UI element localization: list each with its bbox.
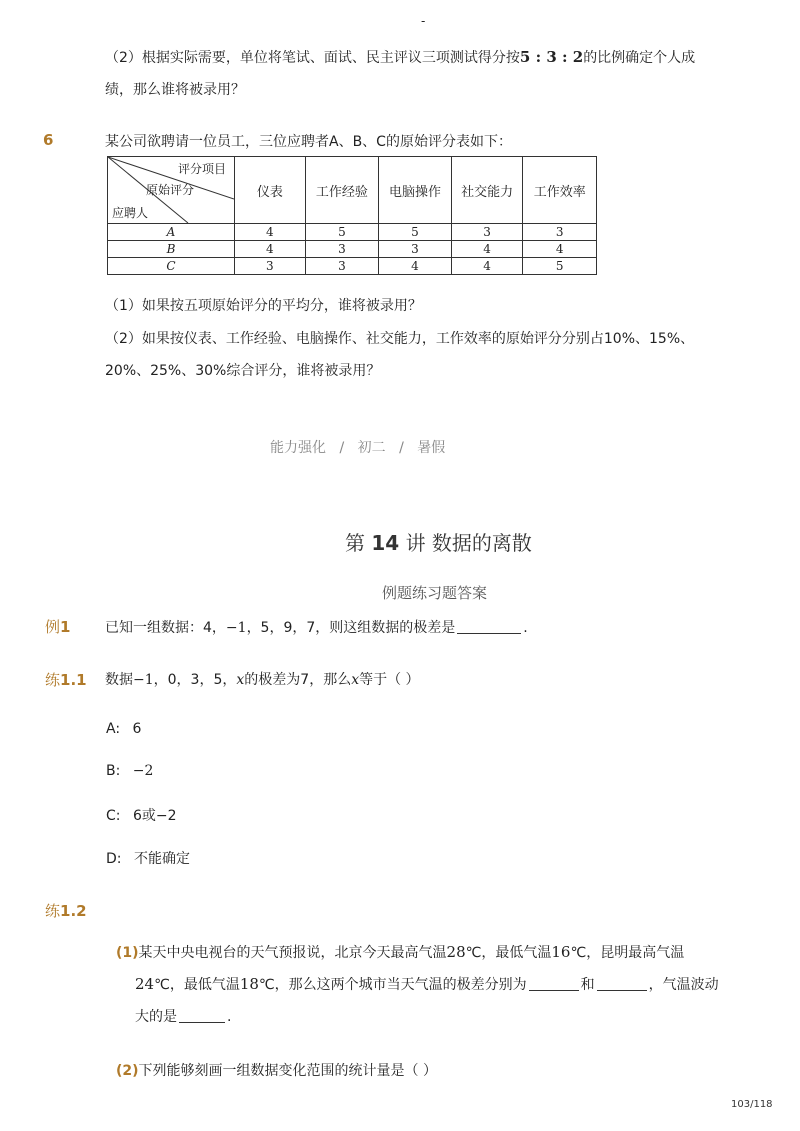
p12-text: ℃，最低气温 — [465, 945, 552, 961]
col-header: 工作经验 — [305, 157, 379, 224]
practice-label-prefix: 练 — [45, 671, 61, 689]
option-key: A: — [106, 721, 121, 737]
p12-text: 某天中央电视台的天气预报说，北京今天最高气温 — [138, 945, 447, 961]
page-number: 103/118 — [731, 1099, 773, 1110]
q6-part1: （1）如果按五项原始评分的平均分，谁将被录用？ — [105, 298, 422, 314]
ex1-text-c: . — [523, 620, 528, 636]
table-cell: 5 — [379, 224, 452, 241]
p12-text: . — [227, 1009, 232, 1025]
practice-label — [45, 900, 87, 921]
answer-blank — [597, 976, 647, 991]
p12-text: 和 — [580, 977, 595, 993]
p12-text: ，气温波动 — [648, 977, 719, 993]
ex1-text-b: ，5，9，7，则这组数据的极差是 — [246, 620, 456, 636]
example-label-number: 1 — [60, 618, 71, 636]
ex1-neg1: −1 — [225, 620, 247, 636]
table-cell: 3 — [451, 224, 523, 241]
practice-label-number: 1.1 — [60, 671, 87, 689]
q6-stem: 某公司欲聘请一位员工，三位应聘者A、B、C的原始评分表如下： — [105, 134, 512, 150]
practice-label — [45, 669, 87, 690]
p11-text-a: 数据 — [105, 672, 133, 688]
q5-ratio: 5 : 3 : 2 — [519, 48, 584, 66]
table-row — [108, 224, 597, 241]
q5-part2-line1 — [105, 47, 695, 67]
p11-var: x — [236, 672, 245, 688]
option-b — [106, 763, 153, 779]
table-cell: 5 — [305, 224, 379, 241]
option-key: D: — [106, 851, 122, 867]
table-cell: 3 — [305, 258, 379, 275]
q6-part2-line1: （2）如果按仪表、工作经验、电脑操作、社交能力，工作效率的原始评分分别占10%、15%、 — [105, 331, 695, 347]
p12-sub2-text: 下列能够刻画一组数据变化范围的统计量是（ ） — [138, 1063, 437, 1079]
practice-label-prefix: 练 — [45, 902, 61, 920]
temperature-value: 16 — [551, 943, 571, 961]
corner-label-score: 原始评分 — [146, 183, 195, 197]
p11-var: x — [351, 672, 360, 688]
option-value: 不能确定 — [133, 851, 190, 867]
ex1-text-a: 已知一组数据：4， — [105, 620, 226, 636]
answer-blank — [457, 619, 521, 634]
option-d — [106, 848, 190, 868]
p12-text: 大的是 — [135, 1009, 177, 1025]
section-title: 例题练习题答案 — [382, 584, 488, 602]
option-c — [106, 805, 177, 825]
option-value: −2 — [132, 763, 154, 779]
practice-label-number: 1.2 — [60, 902, 87, 920]
option-a — [106, 721, 141, 737]
p12-sub2 — [116, 1060, 437, 1080]
p12-text: ℃，最低气温 — [154, 977, 240, 993]
table-row — [108, 258, 597, 275]
table-row — [108, 241, 597, 258]
sub-question-label: (2) — [116, 1063, 139, 1079]
p12-text: ℃，昆明最高气温 — [570, 945, 685, 961]
option-key: B: — [106, 763, 121, 779]
lecture-title — [345, 527, 532, 556]
p12-text: ℃，那么这两个城市当天气温的极差分别为 — [258, 977, 527, 993]
table-cell: 4 — [523, 241, 597, 258]
answer-blank — [179, 1008, 225, 1023]
col-header: 电脑操作 — [379, 157, 452, 224]
table-cell: 3 — [235, 258, 306, 275]
corner-label-item: 评分项目 — [177, 162, 226, 176]
breadcrumb-separator: / — [339, 440, 345, 456]
table-cell: 4 — [379, 258, 452, 275]
breadcrumb-separator: / — [399, 440, 404, 456]
q6-part2-line2: 20%、25%、30%综合评分，谁将被录用？ — [105, 363, 381, 379]
sub-question-label: (1) — [116, 945, 139, 961]
row-label: C — [108, 258, 235, 275]
example-label-prefix: 例 — [45, 618, 61, 636]
lecture-prefix: 第 — [345, 531, 365, 555]
question-number-6: 6 — [43, 131, 54, 149]
p11-neg1: −1 — [133, 672, 154, 688]
option-key: C: — [106, 808, 121, 824]
breadcrumb-item: 能力强化 — [270, 440, 326, 456]
answer-blank — [529, 976, 579, 991]
table-cell: 4 — [235, 224, 306, 241]
score-table-header-row — [108, 157, 597, 224]
q5-part2-text-a: （2）根据实际需要，单位将笔试、面试、民主评议三项测试得分按 — [105, 50, 520, 66]
p11-text-c: 的极差为7，那么 — [244, 672, 352, 688]
breadcrumb — [270, 437, 445, 457]
q5-part2-line2: 绩，那么谁将被录用？ — [105, 82, 245, 98]
breadcrumb-item: 初二 — [357, 440, 386, 456]
example-1-text — [105, 617, 528, 637]
q5-part2-text-b: 的比例确定个人成 — [583, 50, 696, 66]
breadcrumb-item: 暑假 — [417, 440, 446, 456]
p12-sub1-line1 — [116, 942, 684, 962]
p11-text-d: 等于（ ） — [359, 672, 420, 688]
score-table — [107, 156, 597, 275]
table-cell: 4 — [451, 258, 523, 275]
col-header: 社交能力 — [451, 157, 523, 224]
temperature-value: 24 — [135, 975, 155, 993]
option-value: 6 — [132, 721, 142, 737]
row-label: A — [108, 224, 235, 241]
option-value: 6或−2 — [132, 808, 177, 824]
table-cell: 3 — [379, 241, 452, 258]
practice-1-1-text — [105, 669, 420, 689]
table-cell: 4 — [451, 241, 523, 258]
table-cell: 3 — [305, 241, 379, 258]
col-header: 仪表 — [235, 157, 306, 224]
example-label — [45, 616, 70, 637]
table-cell: 3 — [523, 224, 597, 241]
score-table-corner — [108, 157, 235, 224]
temperature-value: 28 — [446, 943, 466, 961]
header-mark: - — [421, 14, 426, 28]
col-header: 工作效率 — [523, 157, 597, 224]
p11-text-b: ，0，3，5， — [153, 672, 237, 688]
table-cell: 4 — [235, 241, 306, 258]
temperature-value: 18 — [239, 975, 259, 993]
corner-label-applicant: 应聘人 — [112, 206, 149, 220]
row-label: B — [108, 241, 235, 258]
p12-sub1-line3 — [135, 1006, 231, 1026]
p12-sub1-line2 — [135, 974, 719, 994]
lecture-number: 14 — [371, 531, 400, 555]
table-cell: 5 — [523, 258, 597, 275]
lecture-suffix: 讲 数据的离散 — [405, 531, 532, 555]
